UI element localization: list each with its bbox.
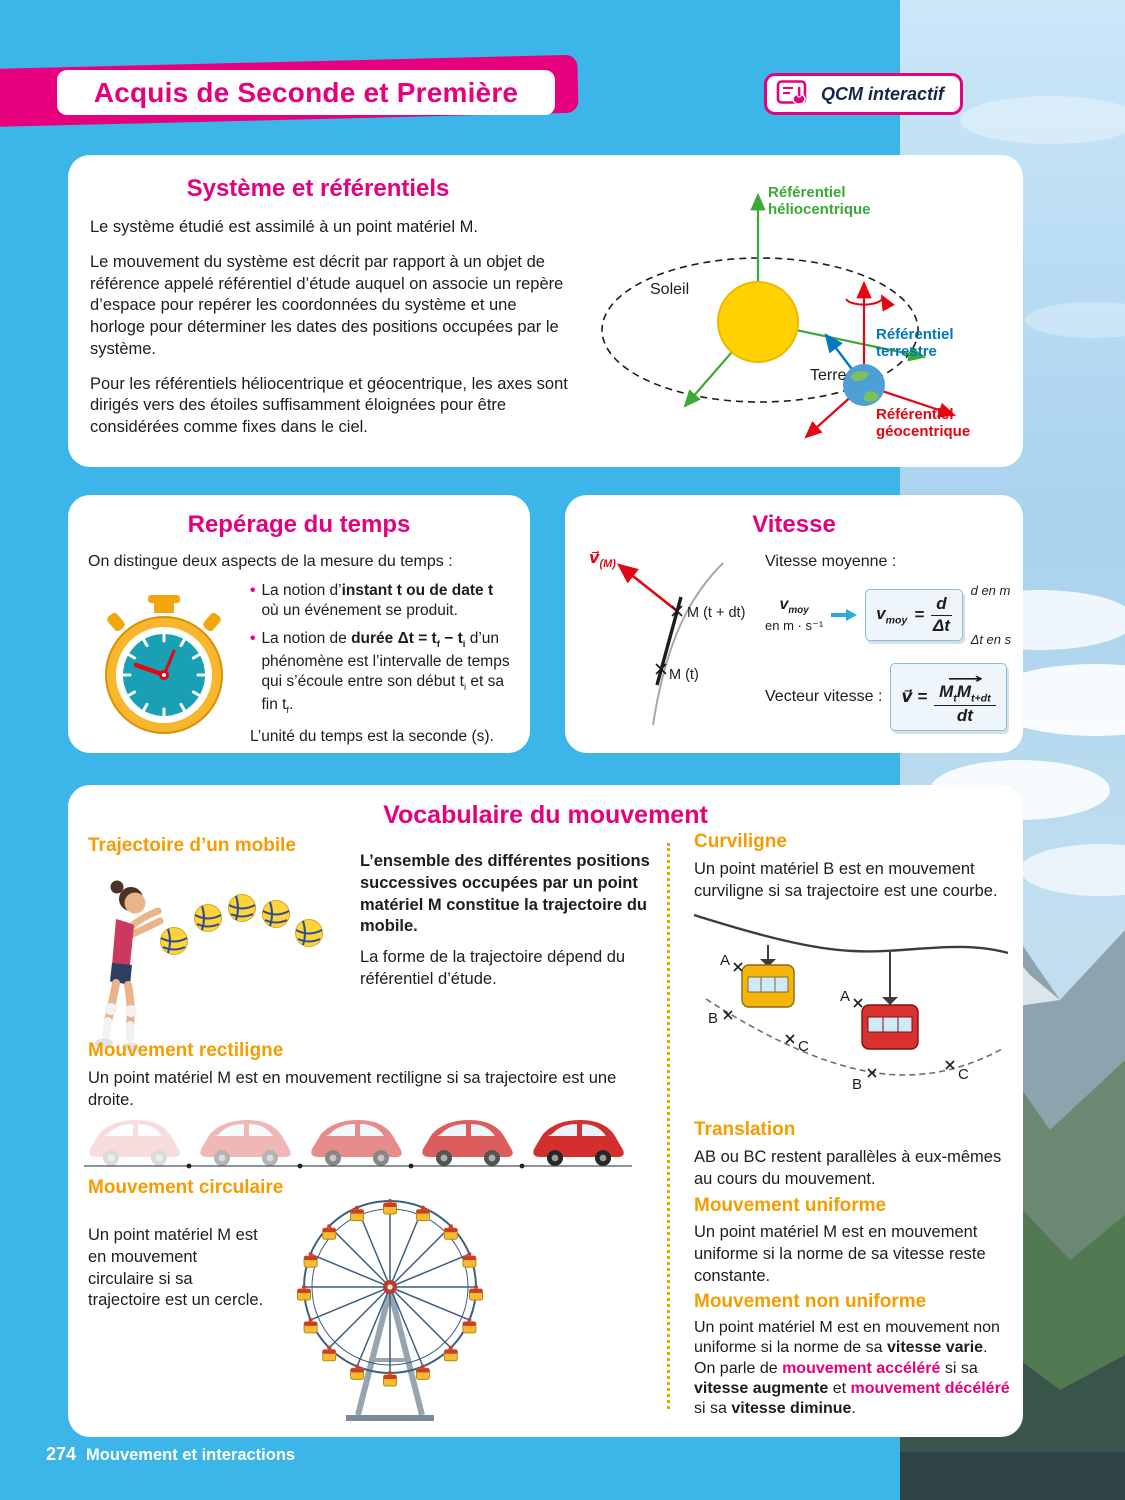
red-gondola <box>862 997 918 1049</box>
paragraph: Le mouvement du système est décrit par rapport à un objet de référence appelé référentiel d’étude auquel on associe un repère d’espace pour repérer les coordonnées du système et une horloge pour déterminer les dates des positions occupées par le système. <box>90 252 564 358</box>
label-referentiel-geocentrique: Référentiel géocentrique <box>876 406 971 440</box>
point-label-c: C <box>798 1038 809 1055</box>
referentiels-text <box>90 217 568 439</box>
v-moy-symbol: $v_{moy}$ <box>779 595 809 617</box>
section-systeme-referentiels <box>68 155 1023 467</box>
section-vitesse <box>565 495 1023 753</box>
stopwatch-illustration <box>90 587 238 737</box>
point-label-c: C <box>958 1066 969 1083</box>
point-mark <box>946 1061 954 1069</box>
section-title: Repérage du temps <box>187 511 411 538</box>
qcm-label: QCM interactif <box>821 83 945 104</box>
car <box>422 1120 512 1166</box>
section-title: Vitesse <box>752 511 836 538</box>
subtitle-non-uniforme: Mouvement non uniforme <box>694 1291 927 1312</box>
v-unit: en m · s⁻¹ <box>765 618 824 634</box>
temps-intro: On distingue deux aspects de la mesure du temps : <box>88 553 453 570</box>
qcm-tablet-icon <box>776 79 812 109</box>
section-reperage-du-temps <box>68 495 530 753</box>
cable-car-illustration <box>694 903 1008 1115</box>
volleyball <box>296 920 323 947</box>
section-vocabulaire-du-mouvement <box>68 785 1023 1437</box>
subtitle-rectiligne: Mouvement rectiligne <box>88 1040 284 1061</box>
player-figure <box>95 881 160 1052</box>
curviligne-text: Un point matériel B est en mouvement curviligne si sa trajectoire est une courbe. <box>694 860 998 900</box>
point-label-a: A <box>840 988 851 1005</box>
formula-box-vmoy: $v_{moy}$ = $\frac{d}{\Delta t}$ <box>865 589 962 641</box>
trajectoire-text: L’ensemble des différentes positions successives occupées par un point matériel M constitue la trajectoire du mobile. La forme de la trajectoire dépend du référentiel d’étude. <box>360 852 650 988</box>
sun-illustration <box>718 282 798 362</box>
point-mark <box>786 1035 794 1043</box>
vecteur-vitesse-label: Vecteur vitesse : <box>765 688 883 706</box>
volleyball <box>263 901 290 928</box>
car <box>533 1120 623 1166</box>
subtitle-curviligne: Curviligne <box>694 831 787 852</box>
page-title-box <box>57 70 555 115</box>
car <box>200 1120 290 1166</box>
velocity-diagram <box>573 547 763 743</box>
bullet-instant: • La notion d’instant t ou de date t où un événement se produit. <box>250 581 514 621</box>
subtitle-uniforme: Mouvement uniforme <box>694 1195 887 1216</box>
vitesse-moyenne-label: Vitesse moyenne : <box>765 553 897 570</box>
uniforme-text: Un point matériel M est en mouvement uniforme si la norme de sa vitesse reste constante. <box>694 1223 986 1285</box>
volleyball <box>161 928 188 955</box>
point-mark <box>734 963 742 971</box>
ferris-wheel-illustration <box>268 1175 516 1427</box>
subtitle-circulaire: Mouvement circulaire <box>88 1177 284 1198</box>
vector-overline-arrow: ⟶ <box>947 671 983 686</box>
subtitle-translation: Translation <box>694 1119 796 1140</box>
point-label-a: A <box>720 952 731 969</box>
temps-bullets <box>250 581 514 747</box>
cars-illustration <box>84 1113 632 1173</box>
non-uniforme-text: Un point matériel M est en mouvement non uniforme si la norme de sa vitesse varie. On parle de mouvement accéléré si sa vitesse augmente et mouvement décéléré si sa vitesse diminue. <box>694 1319 1010 1418</box>
arrow-right-icon <box>831 608 857 622</box>
point-label-b: B <box>708 1010 719 1027</box>
bullet-icon: • <box>250 630 256 648</box>
point-label-b: B <box>852 1076 863 1093</box>
vitesse-formulas <box>765 553 1017 731</box>
label-referentiel-terrestre: Référentiel terrestre <box>876 326 954 360</box>
vector-label: $v⃗_{(M)}$ <box>589 550 616 570</box>
velocity-vector <box>619 565 677 611</box>
section-title: Système et référentiels <box>186 175 450 202</box>
point-label-m-tdt: M (t + dt) <box>687 605 746 621</box>
temps-outro: L’unité du temps est la seconde (s). <box>250 728 494 746</box>
point-mark <box>854 999 862 1007</box>
translation-text: AB ou BC restent parallèles à eux-mêmes au cours du mouvement. <box>694 1148 1002 1188</box>
label-referentiel-heliocentrique: Référentiel héliocentrique <box>768 184 871 218</box>
label-terre: Terre <box>810 367 847 384</box>
subtitle-trajectoire: Trajectoire d’un mobile <box>88 835 296 856</box>
velocity-vector-formula <box>765 663 1017 731</box>
paragraph: Le système étudié est assimilé à un point matériel M. <box>90 218 478 236</box>
car <box>89 1120 179 1166</box>
page-title: Acquis de Seconde et Première <box>93 76 519 108</box>
average-speed-formula <box>765 583 1017 647</box>
yellow-gondola <box>742 959 794 1007</box>
bullet-duree: • La notion de durée $\Delta t = t_f - t_i$ d’un phénomène est l’intervalle de temps qui s’écoule entre son début $t_i$ et sa fin $t_f$. <box>250 630 510 716</box>
page-footer <box>46 1444 295 1465</box>
dotted-divider <box>667 843 670 1409</box>
trajectory-dashed <box>706 999 1002 1075</box>
section-title: Vocabulaire du mouvement <box>383 801 708 829</box>
paragraph: Pour les référentiels héliocentrique et géocentrique, les axes sont dirigés vers des étoiles suffisamment éloignées pour être considérées comme fixes dans le ciel. <box>90 374 568 437</box>
annotation-dt: Δt en s <box>970 632 1012 647</box>
bullet-icon: • <box>250 582 256 599</box>
formula-box-vector: v⃗ = ⟶ $M_tM_{t+dt}$ dt <box>890 663 1006 731</box>
page-number: 274 <box>46 1444 77 1464</box>
cable <box>694 915 1008 953</box>
annotation-d: d en m <box>970 583 1011 598</box>
rectiligne-text: Un point matériel M est en mouvement rectiligne si sa trajectoire est une droite. <box>88 1069 617 1109</box>
volleyball-player-illustration <box>76 863 348 1055</box>
volleyball <box>229 895 256 922</box>
label-soleil: Soleil <box>650 281 690 298</box>
referentials-diagram <box>588 163 1013 459</box>
point-label-m-t: M (t) <box>669 667 699 683</box>
trajectory-curve <box>653 563 723 725</box>
qcm-interactif-button[interactable] <box>764 73 963 115</box>
car <box>311 1120 401 1166</box>
circulaire-text: Un point matériel M est en mouvement circulaire si sa trajectoire est un cercle. <box>88 1226 264 1310</box>
chapter-title: Mouvement et interactions <box>86 1446 296 1464</box>
volleyball <box>195 905 222 932</box>
